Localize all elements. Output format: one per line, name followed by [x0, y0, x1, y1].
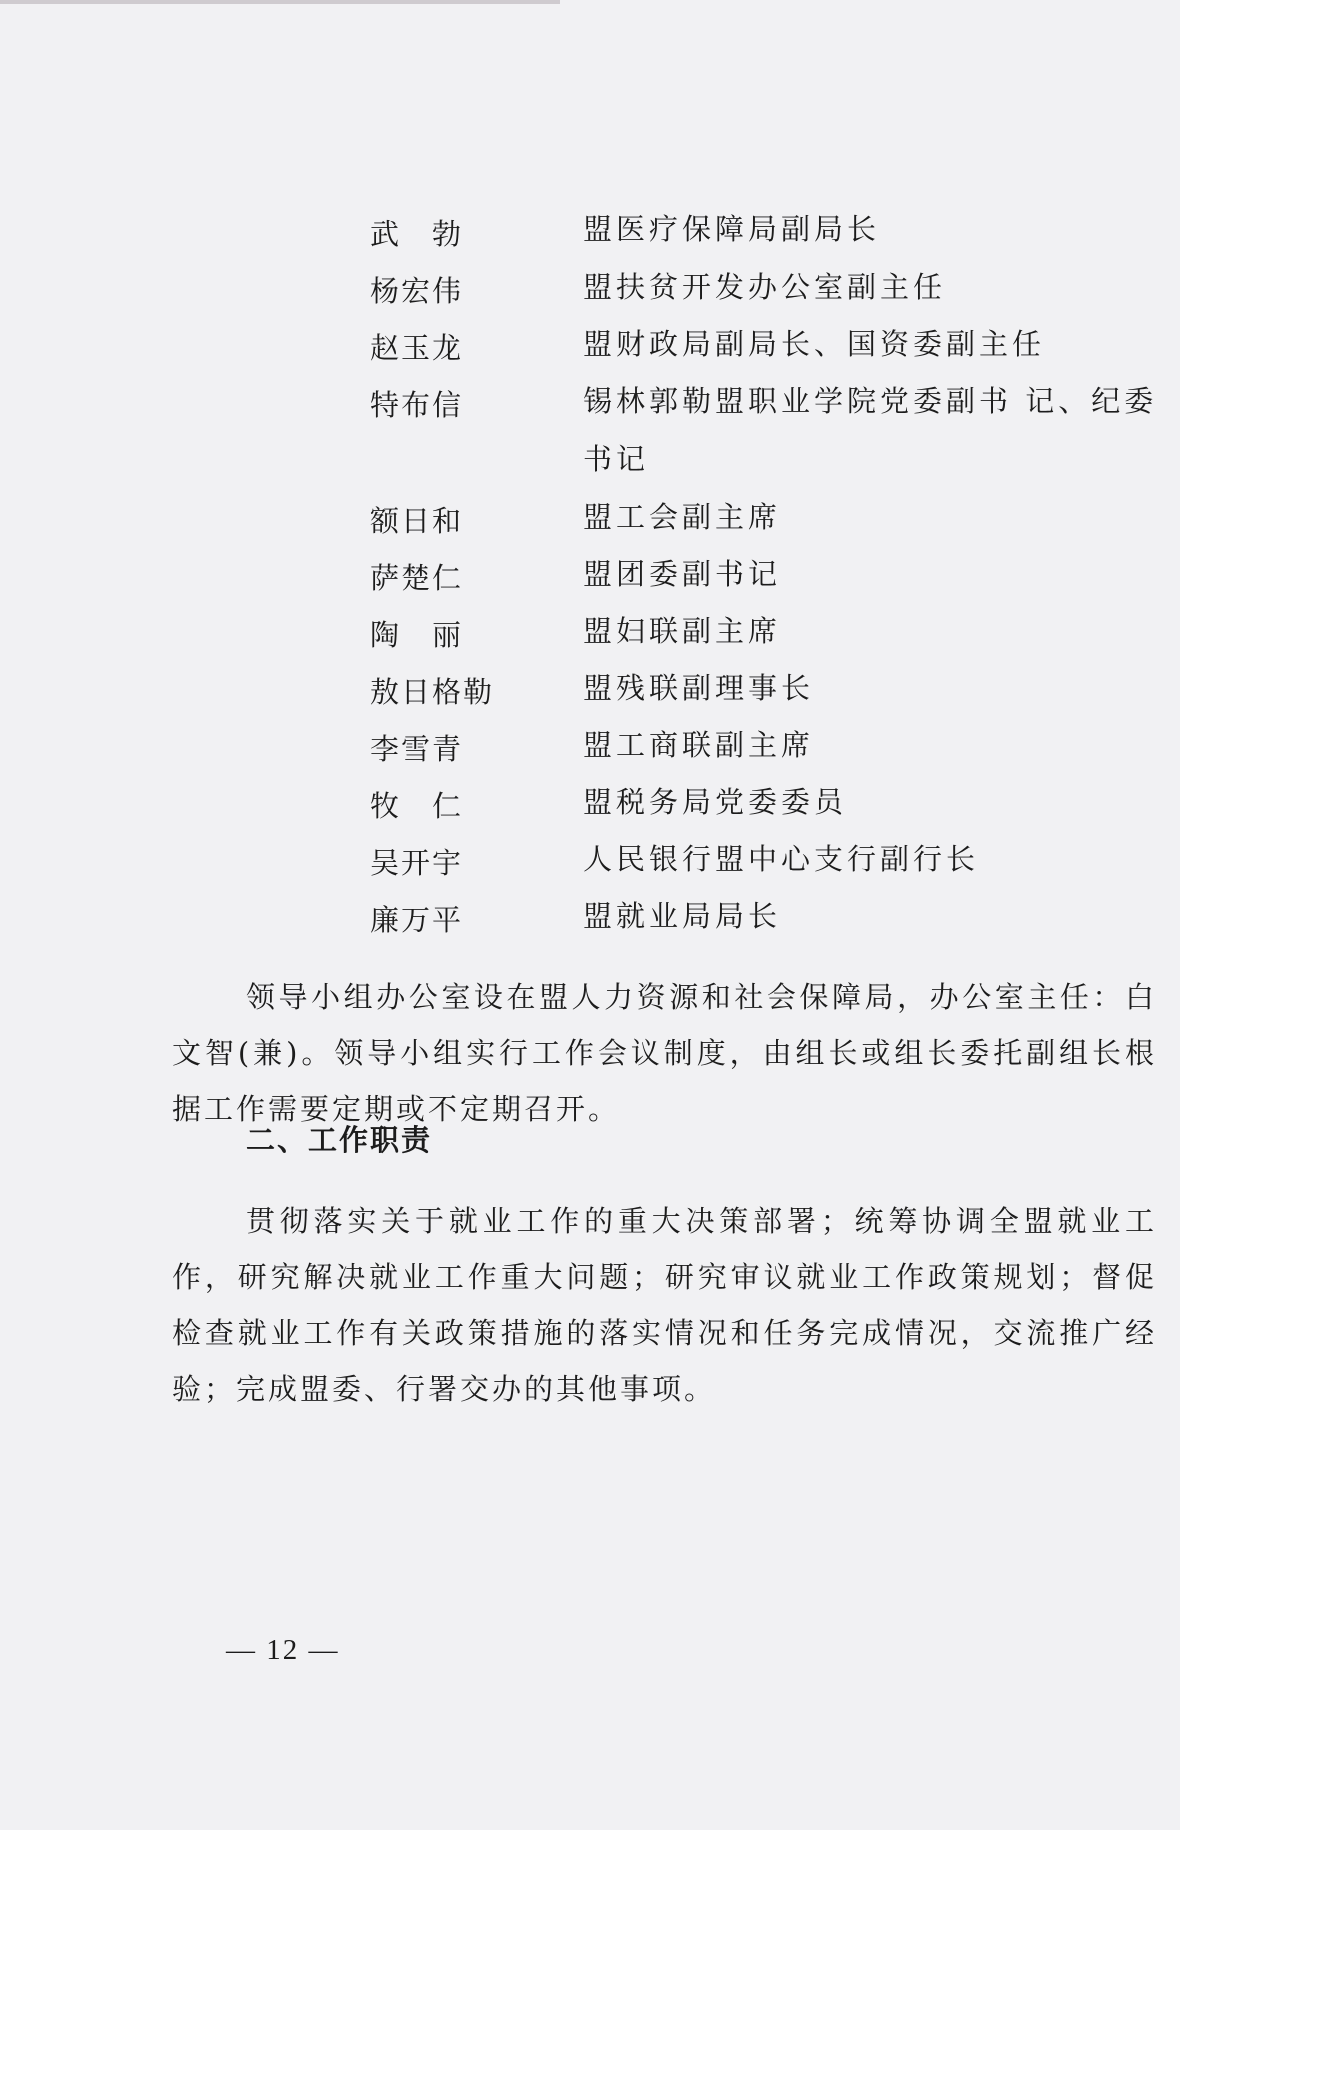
member-name: 敖日格勒	[370, 675, 495, 709]
member-name: 吴开宇	[370, 846, 464, 880]
member-name: 赵玉龙	[370, 331, 464, 365]
member-name: 杨宏伟	[370, 274, 464, 308]
member-title: 人民银行盟中心支行副行长	[583, 842, 980, 876]
member-name: 牧 仁	[370, 789, 464, 823]
member-title: 锡林郭勒盟职业学院党委副书 记、纪委书记	[583, 384, 1158, 476]
member-title: 盟扶贫开发办公室副主任	[583, 270, 947, 304]
member-name: 武 勃	[370, 217, 464, 251]
member-title: 盟工会副主席	[583, 500, 782, 534]
member-name: 萨楚仁	[370, 561, 464, 595]
member-name: 廉万平	[370, 903, 464, 937]
member-title: 盟就业局局长	[583, 899, 782, 933]
member-title: 盟税务局党委委员	[583, 785, 848, 819]
section-heading: 二、工作职责	[246, 1123, 433, 1157]
member-list	[0, 0, 1180, 960]
member-title: 盟财政局副局长、国资委副主任	[583, 327, 1046, 361]
member-title: 盟妇联副主席	[583, 614, 782, 648]
member-name: 李雪青	[370, 732, 464, 766]
member-name: 特布信	[370, 388, 464, 422]
member-title: 盟团委副书记	[583, 557, 782, 591]
page-number: — 12 —	[226, 1634, 340, 1666]
member-name: 额日和	[370, 504, 464, 538]
scan-margin	[1180, 0, 1322, 1830]
member-name: 陶 丽	[370, 618, 464, 652]
member-title: 盟工商联副主席	[583, 728, 815, 762]
member-title: 盟医疗保障局副局长	[583, 212, 881, 246]
duties-paragraph: 贯彻落实关于就业工作的重大决策部署；统筹协调全盟就业工作，研究解决就业工作重大问题；研究审议就业工作政策规划；督促检查就业工作有关政策措施的落实情况和任务完成情况，交流推广经验；完成盟委、行署交办的其他事项。	[172, 1204, 1157, 1406]
member-title: 盟残联副理事长	[583, 671, 815, 705]
office-paragraph: 领导小组办公室设在盟人力资源和社会保障局，办公室主任：白文智(兼)。领导小组实行工作会议制度，由组长或组长委托副组长根据工作需要定期或不定期召开。	[172, 980, 1157, 1126]
